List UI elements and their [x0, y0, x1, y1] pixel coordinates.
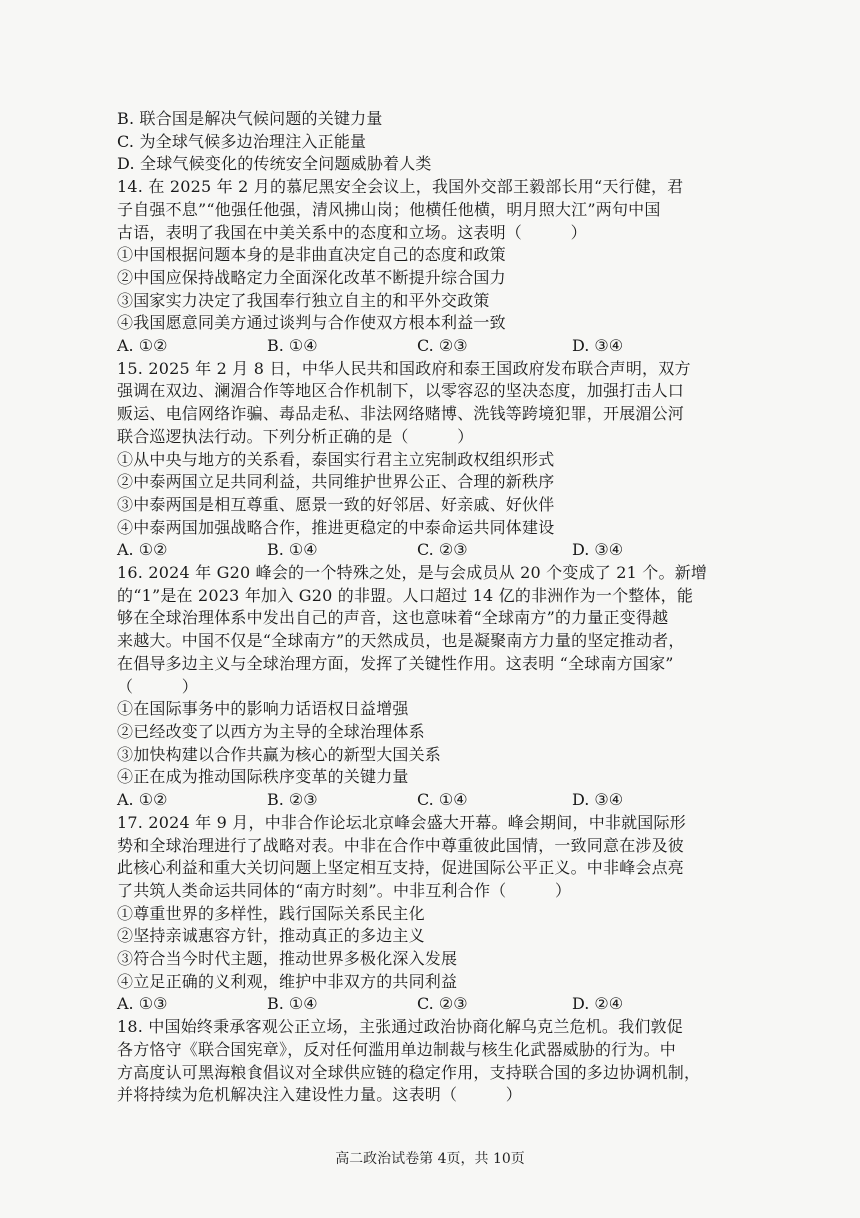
question-stem-line: 强调在双边、澜湄合作等地区合作机制下，以零容忍的坚决态度，加强打击人口 — [117, 381, 685, 401]
statement-4: ④立足正确的义利观，维护中非双方的共同利益 — [117, 971, 458, 991]
question-stem-line: 15. 2025 年 2 月 8 日，中华人民共和国政府和泰王国政府发布联合声明，双方 — [117, 358, 691, 378]
answer-options — [117, 335, 747, 358]
question-stem-line: 16. 2024 年 G20 峰会的一个特殊之处，是与会成员从 20 个变成了 21 个。新增 — [117, 563, 708, 583]
statement-2: ②已经改变了以西方为主导的全球治理体系 — [117, 721, 425, 741]
question-stem-line: 并将持续为危机解决注入建设性力量。这表明（ ） — [117, 1085, 523, 1105]
statement-1: ①尊重世界的多样性，践行国际关系民主化 — [117, 903, 425, 923]
question-stem-line: 了共筑人类命运共同体的“南方时刻”。中非互利合作（ ） — [117, 880, 572, 900]
statement-2: ②中国应保持战略定力全面深化改革不断提升综合国力 — [117, 267, 506, 287]
question-15 — [117, 358, 747, 562]
page-footer: 高二政治试卷第 4页，共 10页 — [335, 1151, 525, 1167]
statement-1: ①中国根据问题本身的是非曲直决定自己的态度和政策 — [117, 245, 506, 265]
question-stem-line: 的“1”是在 2023 年加入 G20 的非盟。人口超过 14 亿的非洲作为一个整体，能 — [117, 585, 694, 605]
statement-4: ④我国愿意同美方通过谈判与合作使双方根本利益一致 — [117, 313, 506, 333]
option-c: C. ①④ — [417, 790, 468, 810]
question-stem-line: 各方恪守《联合国宪章》，反对任何滥用单边制裁与核生化武器威胁的行为。中 — [117, 1039, 677, 1059]
question-stem-line: 古语，表明了我国在中美关系中的态度和立场。这表明（ ） — [117, 222, 587, 242]
option-d: D. ③④ — [572, 540, 624, 560]
option-a: A. ①② — [117, 336, 168, 356]
option-b: B. ②③ — [267, 790, 318, 810]
statement-3: ③符合当今时代主题，推动世界多极化深入发展 — [117, 949, 458, 969]
option-a: A. ①② — [117, 540, 168, 560]
statement-4: ④正在成为推动国际秩序变革的关键力量 — [117, 767, 409, 787]
option-c: C. ②③ — [417, 336, 468, 356]
option-c: C. ②③ — [417, 540, 468, 560]
question-stem-line: 贩运、电信网络诈骗、毒品走私、非法网络赌博、洗钱等跨境犯罪，开展湄公河 — [117, 404, 685, 424]
option-c: C. 为全球气候多边治理注入正能量 — [117, 131, 367, 151]
option-d: D. ③④ — [572, 336, 624, 356]
option-b: B. ①④ — [267, 336, 318, 356]
option-b: B. ①④ — [267, 540, 318, 560]
answer-options — [117, 993, 747, 1016]
question-stem-line: 势和全球治理进行了战略对表。中非在合作中尊重彼此国情，一致同意在涉及彼 — [117, 835, 685, 855]
option-a: A. ①② — [117, 790, 168, 810]
statement-2: ②坚持亲诚惠容方针，推动真正的多边主义 — [117, 926, 425, 946]
question-stem-line: 来越大。中国不仅是“全球南方”的天然成员，也是凝聚南方力量的坚定推动者， — [117, 631, 685, 651]
question-17 — [117, 812, 747, 1016]
question-stem-line: 在倡导多边主义与全球治理方面，发挥了关键性作用。这表明 “全球南方国家” — [117, 653, 674, 673]
statement-1: ①在国际事务中的影响力话语权日益增强 — [117, 699, 409, 719]
statement-3: ③加快构建以合作共赢为核心的新型大国关系 — [117, 744, 442, 764]
question-stem-line: 联合巡逻执法行动。下列分析正确的是（ ） — [117, 426, 474, 446]
question-stem-line: 此核心利益和重大关切问题上坚定相互支持，促进国际公平正义。中非峰会点亮 — [117, 858, 685, 878]
statement-4: ④中泰两国加强战略合作，推进更稳定的中泰命运共同体建设 — [117, 517, 555, 537]
option-a: A. ①③ — [117, 994, 168, 1014]
option-b: B. ①④ — [267, 994, 318, 1014]
statement-3: ③中泰两国是相互尊重、愿景一致的好邻居、好亲戚、好伙伴 — [117, 494, 555, 514]
question-stem-line: 14. 在 2025 年 2 月的慕尼黑安全会议上，我国外交部王毅部长用“天行健，君 — [117, 177, 684, 197]
option-d: D. 全球气候变化的传统安全问题威胁着人类 — [117, 154, 432, 174]
statement-2: ②中泰两国立足共同利益，共同维护世界公正、合理的新秩序 — [117, 472, 555, 492]
question-stem-line: 够在全球治理体系中发出自己的声音，这也意味着“全球南方”的力量正变得越 — [117, 608, 669, 628]
answer-options — [117, 539, 747, 562]
question-stem-line: 17. 2024 年 9 月，中非合作论坛北京峰会盛大开幕。峰会期间，中非就国际形 — [117, 812, 686, 832]
question-stem-line: （ ） — [117, 676, 199, 696]
question-stem-line: 子自强不息”“他强任他强，清风拂山岗；他横任他横，明月照大江”两句中国 — [117, 199, 661, 219]
question-stem-line: 18. 中国始终秉承客观公正立场，主张通过政治协商化解乌克兰危机。我们敦促 — [117, 1017, 683, 1037]
question-18 — [117, 1016, 747, 1107]
option-c: C. ②③ — [417, 994, 468, 1014]
exam-page — [117, 108, 747, 1107]
option-d: D. ③④ — [572, 790, 624, 810]
option-b: B. 联合国是解决气候问题的关键力量 — [117, 109, 383, 128]
question-13-options — [117, 108, 747, 176]
statement-1: ①从中央与地方的关系看，泰国实行君主立宪制政权组织形式 — [117, 449, 555, 469]
statement-3: ③国家实力决定了我国奉行独立自主的和平外交政策 — [117, 290, 490, 310]
answer-options — [117, 789, 747, 812]
option-d: D. ②④ — [572, 994, 624, 1014]
question-16 — [117, 562, 747, 812]
question-14 — [117, 176, 747, 358]
question-stem-line: 方高度认可黑海粮食倡议对全球供应链的稳定作用，支持联合国的多边协调机制， — [117, 1062, 701, 1082]
